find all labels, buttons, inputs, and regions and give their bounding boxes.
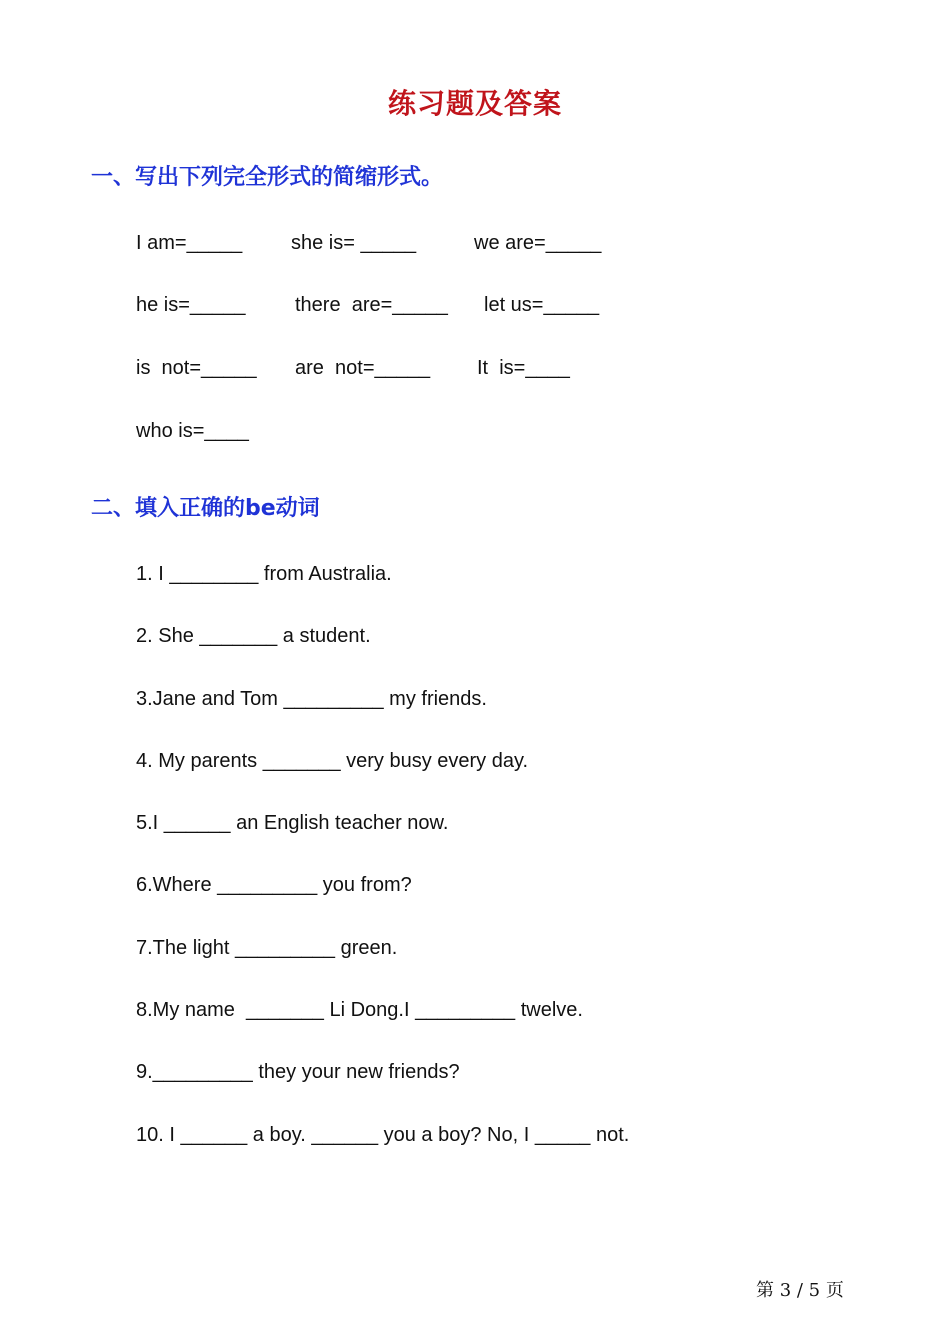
exercise-item: 10. I ______ a boy. ______ you a boy? No, I _____ not. [136, 1124, 630, 1146]
contraction-item: are not=_____ [295, 357, 431, 379]
exercise-item: 5.I ______ an English teacher now. [136, 812, 449, 834]
contraction-item: let us=_____ [484, 294, 600, 316]
contraction-item: It is=____ [477, 357, 570, 379]
exercise-item: 6.Where _________ you from? [136, 874, 412, 896]
exercise-item: 2. She _______ a student. [136, 625, 371, 647]
page-number: 第 3 / 5 页 [756, 1280, 844, 1301]
contraction-item: we are=_____ [474, 232, 602, 254]
contraction-item: he is=_____ [136, 294, 246, 316]
contraction-item: she is= _____ [291, 232, 417, 254]
section-2-heading: 二、填入正确的be动词 [91, 496, 320, 521]
exercise-item: 9._________ they your new friends? [136, 1061, 460, 1083]
contraction-item: is not=_____ [136, 357, 257, 379]
contraction-item: I am=_____ [136, 232, 243, 254]
exercise-item: 1. I ________ from Australia. [136, 563, 392, 585]
exercise-item: 7.The light _________ green. [136, 937, 398, 959]
page-title: 练习题及答案 [387, 87, 562, 120]
contraction-item: who is=____ [136, 420, 249, 442]
section-1-heading: 一、写出下列完全形式的简缩形式。 [91, 165, 444, 190]
contraction-item: there are=_____ [295, 294, 448, 316]
exercise-item: 3.Jane and Tom _________ my friends. [136, 688, 487, 710]
exercise-item: 4. My parents _______ very busy every day. [136, 750, 529, 772]
exercise-item: 8.My name _______ Li Dong.I _________ twelve. [136, 999, 583, 1021]
